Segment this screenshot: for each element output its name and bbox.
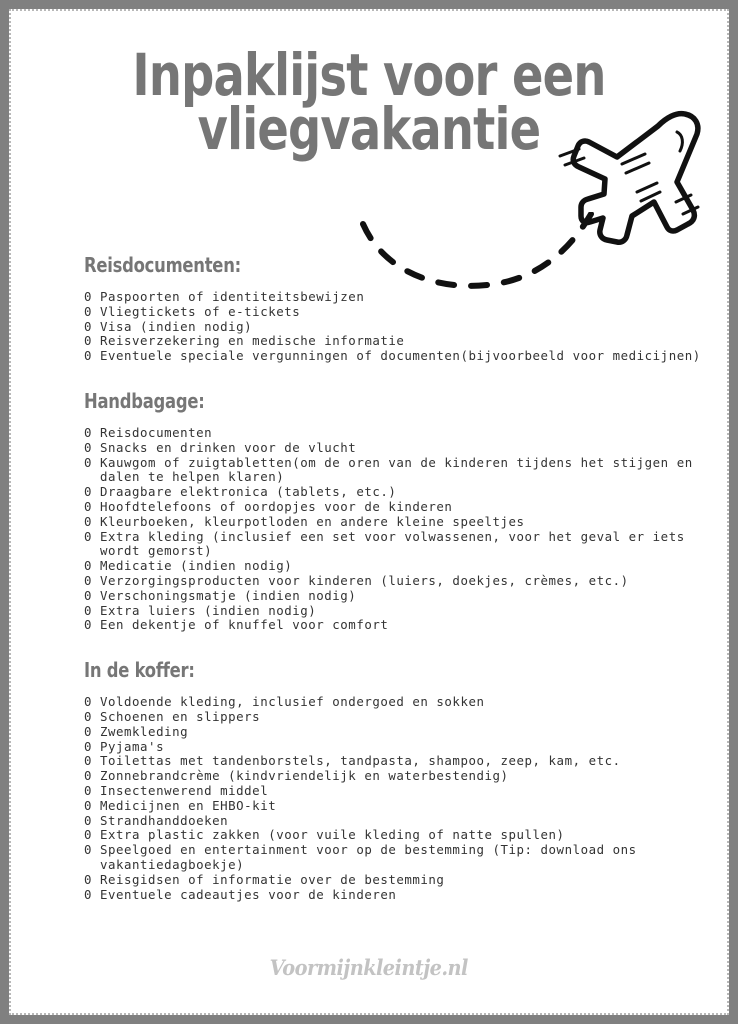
checkbox-marker[interactable]: 0 <box>84 708 93 724</box>
list-item[interactable] <box>84 604 704 619</box>
checkbox-marker[interactable]: 0 <box>84 753 93 769</box>
checkbox-marker[interactable]: 0 <box>84 289 93 304</box>
footer <box>0 955 738 980</box>
list-item[interactable] <box>84 828 704 843</box>
checkbox-marker[interactable]: 0 <box>84 723 93 739</box>
checkbox-marker[interactable]: 0 <box>84 303 93 319</box>
checklist-content <box>84 254 704 902</box>
list-item-label: Verzorgingsproducten voor kinderen (luiers, doekjes, crèmes, etc.) <box>100 572 629 588</box>
list-item[interactable] <box>84 334 704 349</box>
section-heading: Handbagage: <box>84 388 205 413</box>
list-item[interactable] <box>84 769 704 784</box>
list-item-label: Speelgoed en entertainment voor op de bestemming (Tip: download ons vakantiedagboekje) <box>100 842 637 872</box>
list-item-label: Insectenwerend middel <box>100 782 269 798</box>
list-item[interactable] <box>84 873 704 888</box>
checkbox-marker[interactable]: 0 <box>84 572 93 588</box>
list-item-label: Extra plastic zakken (voor vuile kleding of natte spullen) <box>100 827 565 843</box>
list-item[interactable] <box>84 843 704 873</box>
list-item[interactable] <box>84 441 704 456</box>
checkbox-marker[interactable]: 0 <box>84 587 93 603</box>
checkbox-marker[interactable]: 0 <box>84 333 93 349</box>
checkbox-marker[interactable]: 0 <box>84 617 93 633</box>
checklist-in-de-koffer <box>84 695 704 902</box>
list-item-label: Kauwgom of zuigtabletten(om de oren van de kinderen tijdens het stijgen en dalen te helpen klaren) <box>100 454 693 485</box>
list-item-label: Vliegtickets of e-tickets <box>100 303 301 319</box>
list-item[interactable] <box>84 456 704 486</box>
list-item-label: Pyjama's <box>100 738 165 754</box>
list-item-label: Toilettas met tandenborstels, tandpasta, shampoo, zeep, kam, etc. <box>100 753 621 769</box>
checkbox-marker[interactable]: 0 <box>84 871 93 887</box>
section-reisdocumenten <box>84 254 704 364</box>
list-item-label: Reisverzekering en medische informatie <box>100 333 405 349</box>
list-item[interactable] <box>84 349 704 364</box>
list-item[interactable] <box>84 754 704 769</box>
checkbox-marker[interactable]: 0 <box>84 498 93 514</box>
list-item-label: Medicatie (indien nodig) <box>100 558 293 574</box>
list-item[interactable] <box>84 515 704 530</box>
list-item[interactable] <box>84 710 704 725</box>
list-item-label: Paspoorten of identiteitsbewijzen <box>100 289 365 304</box>
checkbox-marker[interactable]: 0 <box>84 886 93 902</box>
checkbox-marker[interactable]: 0 <box>84 513 93 529</box>
list-item-label: Medicijnen en EHBO-kit <box>100 797 277 813</box>
list-item-label: Voldoende kleding, inclusief ondergoed en sokken <box>100 694 485 710</box>
list-item[interactable] <box>84 485 704 500</box>
checkbox-marker[interactable]: 0 <box>84 602 93 618</box>
list-item[interactable] <box>84 740 704 755</box>
list-item[interactable] <box>84 559 704 574</box>
list-item[interactable] <box>84 799 704 814</box>
checkbox-marker[interactable]: 0 <box>84 424 93 440</box>
list-item-label: Eventuele speciale vergunningen of documenten(bijvoorbeeld voor medicijnen) <box>100 348 701 364</box>
list-item-label: Extra luiers (indien nodig) <box>100 602 317 618</box>
checkbox-marker[interactable]: 0 <box>84 797 93 813</box>
section-in-de-koffer <box>84 659 704 902</box>
list-item[interactable] <box>84 320 704 335</box>
list-item-label: Verschoningsmatje (indien nodig) <box>100 587 357 603</box>
list-item[interactable] <box>84 574 704 589</box>
page-title-line-2: vliegvakantie <box>197 95 541 163</box>
section-heading: Reisdocumenten: <box>84 253 241 277</box>
list-item[interactable] <box>84 618 704 633</box>
section-handbagage <box>84 390 704 633</box>
checklist-reisdocumenten <box>84 290 704 364</box>
list-item-label: Zonnebrandcrème (kindvriendelijk en waterbestendig) <box>100 768 509 784</box>
list-item-label: Snacks en drinken voor de vlucht <box>100 439 357 455</box>
list-item[interactable] <box>84 589 704 604</box>
list-item[interactable] <box>84 784 704 799</box>
checklist-handbagage <box>84 426 704 633</box>
list-item[interactable] <box>84 290 704 305</box>
checkbox-marker[interactable]: 0 <box>84 318 93 334</box>
checkbox-marker[interactable]: 0 <box>84 439 93 455</box>
checkbox-marker[interactable]: 0 <box>84 454 93 470</box>
checkbox-marker[interactable]: 0 <box>84 694 93 710</box>
list-item[interactable] <box>84 426 704 441</box>
list-item-label: Zwemkleding <box>100 723 189 739</box>
list-item-label: Schoenen en slippers <box>100 708 261 724</box>
section-heading: In de koffer: <box>84 658 195 683</box>
list-item[interactable] <box>84 814 704 829</box>
list-item[interactable] <box>84 530 704 560</box>
checkbox-marker[interactable]: 0 <box>84 782 93 798</box>
list-item[interactable] <box>84 888 704 903</box>
checkbox-marker[interactable]: 0 <box>84 484 93 500</box>
list-item[interactable] <box>84 695 704 710</box>
page-title-line-1: Inpaklijst voor een <box>132 41 606 109</box>
checkbox-marker[interactable]: 0 <box>84 528 93 544</box>
list-item[interactable] <box>84 305 704 320</box>
list-item-label: Strandhanddoeken <box>100 812 229 828</box>
checkbox-marker[interactable]: 0 <box>84 558 93 574</box>
list-item-label: Een dekentje of knuffel voor comfort <box>100 617 389 633</box>
checkbox-marker[interactable]: 0 <box>84 738 93 754</box>
list-item-label: Kleurboeken, kleurpotloden en andere kleine speeltjes <box>100 513 525 529</box>
list-item[interactable] <box>84 725 704 740</box>
site-brand-label: Voormijnkleintje.nl <box>269 955 469 980</box>
checkbox-marker[interactable]: 0 <box>84 842 93 858</box>
list-item-label: Reisgidsen of informatie over de bestemming <box>100 871 445 887</box>
list-item-label: Hoofdtelefoons of oordopjes voor de kinderen <box>100 498 453 514</box>
list-item-label: Draagbare elektronica (tablets, etc.) <box>100 484 397 500</box>
list-item-label: Visa (indien nodig) <box>100 318 253 334</box>
checkbox-marker[interactable]: 0 <box>84 768 93 784</box>
checkbox-marker[interactable]: 0 <box>84 348 93 364</box>
checkbox-marker[interactable]: 0 <box>84 827 93 843</box>
list-item[interactable] <box>84 500 704 515</box>
list-item-label: Eventuele cadeautjes voor de kinderen <box>100 886 397 902</box>
list-item-label: Extra kleding (inclusief een set voor volwassenen, voor het geval er iets wordt gemorst) <box>100 528 685 559</box>
list-item-label: Reisdocumenten <box>100 424 213 440</box>
checkbox-marker[interactable]: 0 <box>84 812 93 828</box>
